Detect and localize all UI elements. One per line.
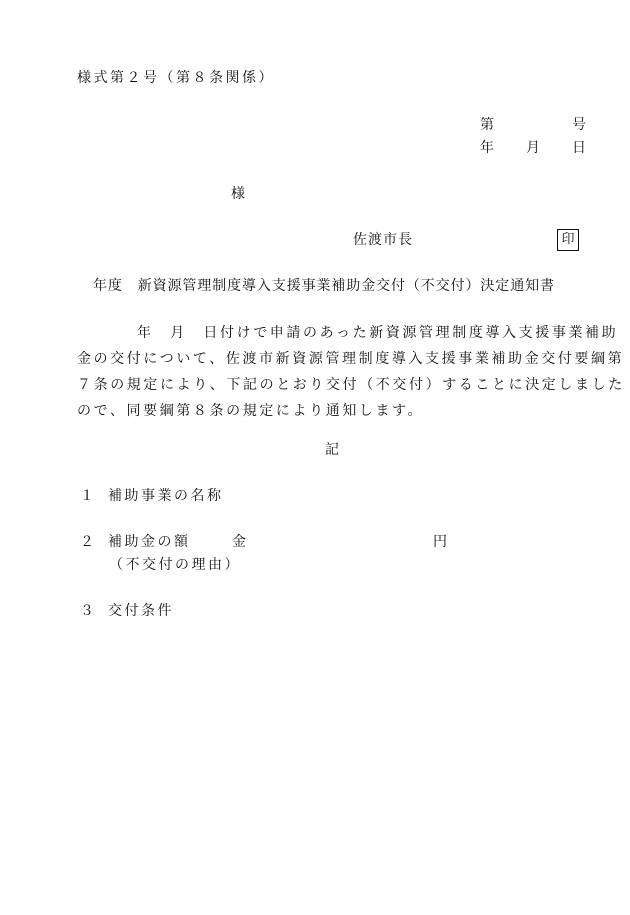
recipient-suffix: 様 bbox=[231, 186, 245, 202]
issuer-name: 佐渡市長 bbox=[353, 232, 413, 248]
item-label: 交付条件 bbox=[108, 603, 174, 619]
date-month: 月 bbox=[526, 140, 540, 156]
body-line: 金の交付について、佐渡市新資源管理制度導入支援事業補助金交付要綱第 bbox=[77, 351, 625, 367]
form-number: 様式第２号（第８条関係） bbox=[77, 70, 275, 86]
item-number: ２ bbox=[80, 534, 94, 550]
seal-box: 印 bbox=[557, 229, 579, 251]
amount-suffix: 円 bbox=[433, 534, 447, 550]
body-paragraph bbox=[77, 320, 625, 424]
date-day: 日 bbox=[572, 140, 586, 156]
date-year: 年 bbox=[480, 140, 494, 156]
amount-prefix: 金 bbox=[232, 534, 246, 550]
body-line: ７条の規定により、下記のとおり交付（不交付）することに決定しました bbox=[77, 377, 625, 393]
item-label: 補助事業の名称 bbox=[108, 488, 224, 504]
item-number: １ bbox=[80, 488, 94, 504]
item-label: 補助金の額 bbox=[108, 534, 191, 550]
doc-number-suffix: 号 bbox=[572, 117, 586, 133]
non-grant-reason-label: （不交付の理由） bbox=[109, 557, 241, 573]
body-line: 年 月 日付けで申請のあった新資源管理制度導入支援事業補助 bbox=[137, 325, 619, 341]
item-number: ３ bbox=[80, 603, 94, 619]
doc-number-prefix: 第 bbox=[480, 117, 494, 133]
document-title: 年度 新資源管理制度導入支援事業補助金交付（不交付）決定通知書 bbox=[93, 278, 555, 294]
body-line: ので、同要綱第８条の規定により通知します。 bbox=[77, 403, 425, 419]
ki-heading: 記 bbox=[325, 442, 339, 458]
